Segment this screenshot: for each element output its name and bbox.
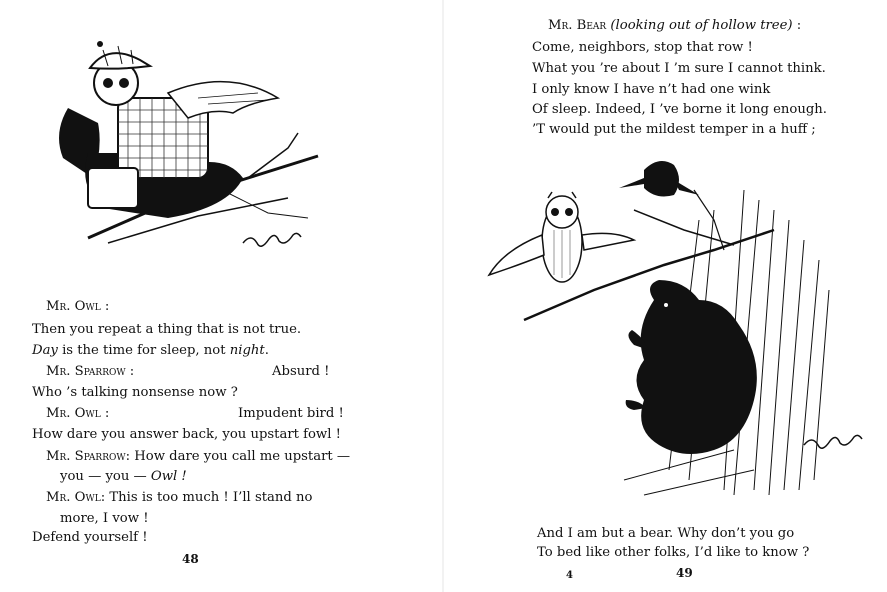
- dialogue-text: Defend yourself !: [32, 530, 148, 545]
- line-4-reply: [272, 364, 329, 380]
- line-8: [46, 449, 350, 465]
- bottom-line-1: And I am but a bear. Why don’t you go: [537, 526, 795, 541]
- dialogue-text: How dare you call me upstart —: [130, 449, 351, 464]
- line-6-reply: [238, 406, 344, 422]
- speaker: Mr. Owl :: [46, 299, 110, 314]
- dialogue-text: Then you repeat a thing that is not true.: [32, 322, 302, 337]
- speaker: Mr. Sparrow :: [46, 364, 135, 379]
- line-7: [32, 427, 341, 443]
- bottom-line-2: To bed like other folks, I’d like to know ?: [537, 545, 810, 560]
- line-6: [46, 406, 109, 422]
- top-line-1: Come, neighbors, stop that row !: [532, 40, 753, 55]
- top-line-5: ’T would put the mildest temper in a huff ;: [532, 122, 816, 137]
- dialogue-text: more, I vow !: [60, 511, 149, 526]
- italic-word-night: night: [229, 343, 265, 358]
- top-line-4: Of sleep. Indeed, I ’ve borne it long enough.: [532, 102, 827, 117]
- page-number-right: 49: [676, 566, 693, 580]
- speaker: Mr. Sparrow:: [46, 449, 131, 464]
- dialogue-text: This is too much ! I’ll stand no: [105, 490, 313, 505]
- italic-word-day: Day: [32, 343, 58, 358]
- dialogue-text: is the time for sleep, not: [57, 343, 230, 358]
- line-1: [46, 299, 109, 315]
- page-number-left: 48: [182, 552, 199, 566]
- owl-in-coat-illustration: [48, 38, 348, 268]
- line-11: [60, 511, 149, 527]
- line-9: [60, 469, 187, 485]
- stage-direction: (looking out of hollow tree): [610, 18, 793, 33]
- dialogue-text: How dare you answer back, you upstart fowl !: [32, 427, 341, 442]
- speaker: Mr. Owl:: [46, 490, 106, 505]
- speaker: Mr. Bear: [548, 18, 607, 33]
- dialogue-text: you — you —: [60, 469, 151, 484]
- italic-word-owl: Owl !: [150, 469, 187, 484]
- signature-mark: 4: [566, 570, 573, 581]
- line-2: [32, 322, 301, 338]
- period: .: [264, 343, 269, 358]
- dialogue-text: Who ’s talking nonsense now ?: [32, 385, 238, 400]
- colon: :: [792, 18, 802, 33]
- top-line-2: What you ’re about I ’m sure I cannot think.: [532, 61, 826, 76]
- line-12: [32, 530, 148, 546]
- bear-owl-sparrow-illustration: [484, 150, 884, 510]
- speaker: Mr. Owl :: [46, 406, 110, 421]
- line-4: [46, 364, 134, 380]
- reply-text: Absurd !: [272, 364, 330, 379]
- line-3: [32, 343, 269, 359]
- right-page: [444, 0, 887, 592]
- top-line-3: I only know I have n’t had one wink: [532, 82, 771, 97]
- header-line: [548, 18, 801, 34]
- line-10: [46, 490, 312, 506]
- reply-text: Impudent bird !: [238, 406, 344, 421]
- line-5: [32, 385, 238, 401]
